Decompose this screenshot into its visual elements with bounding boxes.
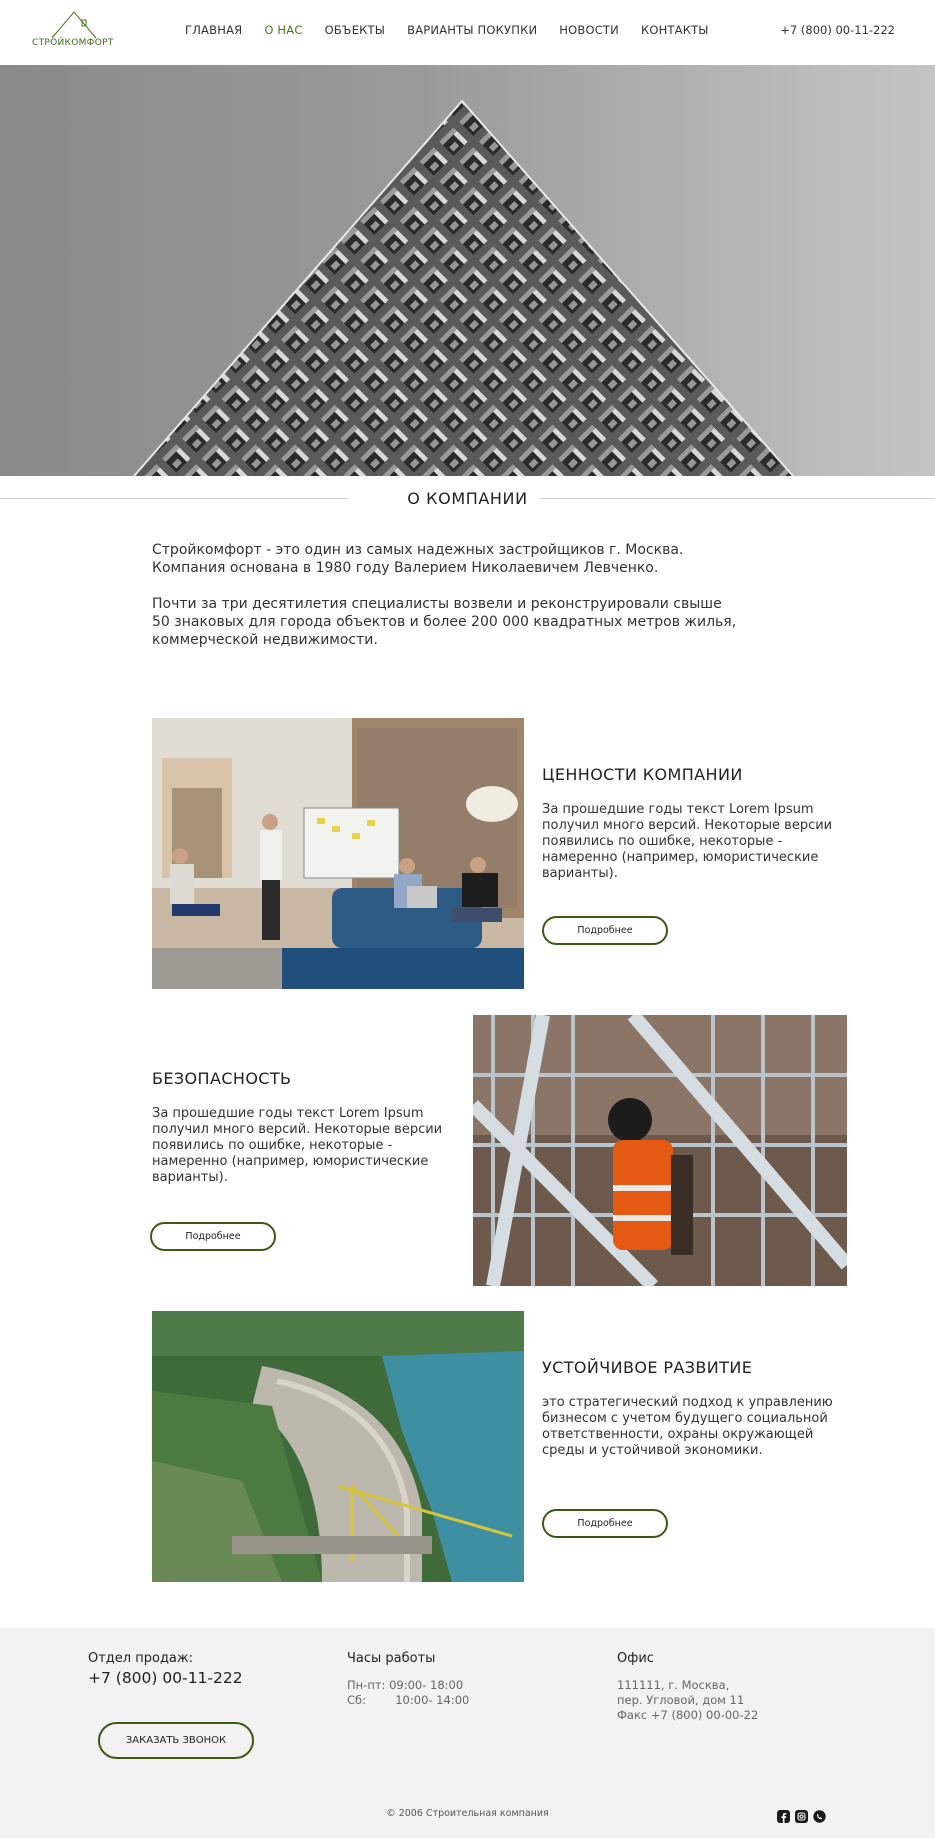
- office-meeting-image: [152, 718, 524, 989]
- feature-text-line: варианты).: [542, 866, 618, 881]
- more-button[interactable]: Подробнее: [542, 1509, 668, 1538]
- feature-text-line: появились по ошибке, некоторые -: [542, 834, 783, 849]
- office-address: [617, 1678, 758, 1723]
- feature-text-line: получил много версий. Некоторые версии: [542, 818, 833, 833]
- whatsapp-icon[interactable]: [813, 1808, 826, 1821]
- logo-text: СТРОЙКОМФОРТ: [32, 38, 114, 48]
- logo-roof-icon: [50, 10, 98, 40]
- about-line: Компания основана в 1980 году Валерием Николаевичем Левченко.: [152, 560, 659, 576]
- about-line: 50 знаковых для города объектов и более 200 000 квадратных метров жилья,: [152, 614, 737, 630]
- feature-text-line: появились по ошибке, некоторые -: [152, 1138, 393, 1153]
- feature-text-line: намеренно (например, юмористические: [152, 1154, 429, 1169]
- nav-about[interactable]: О НАС: [264, 23, 303, 37]
- feature-text-line: среды и устойчивой экономики.: [542, 1443, 763, 1458]
- about-line: Стройкомфорт - это один из самых надежных застройщиков г. Москва.: [152, 542, 684, 558]
- site-header: [0, 0, 935, 65]
- nav-contacts[interactable]: КОНТАКТЫ: [640, 23, 709, 37]
- feature-text-line: За прошедшие годы текст Lorem Ipsum: [152, 1106, 424, 1121]
- sales-label: Отдел продаж:: [88, 1651, 193, 1666]
- nav-home[interactable]: ГЛАВНАЯ: [185, 23, 243, 37]
- feature-text-line: это стратегический подход к управлению: [542, 1395, 833, 1410]
- scaffolding-worker-image: [473, 1015, 847, 1286]
- hours-title: Часы работы: [347, 1651, 436, 1666]
- main-nav: [185, 23, 731, 37]
- social-links: [777, 1808, 826, 1821]
- facebook-icon[interactable]: [777, 1808, 790, 1821]
- pyramid-building-image: [0, 65, 935, 476]
- about-line: коммерческой недвижимости.: [152, 632, 378, 648]
- office-line: 111111, г. Москва,: [617, 1678, 730, 1692]
- logo[interactable]: [32, 10, 112, 52]
- header-phone[interactable]: +7 (800) 00-11-222: [780, 23, 895, 37]
- feature-text-line: намеренно (например, юмористические: [542, 850, 819, 865]
- nav-purchase-options[interactable]: ВАРИАНТЫ ПОКУПКИ: [407, 23, 538, 37]
- more-button[interactable]: Подробнее: [542, 916, 668, 945]
- instagram-icon[interactable]: [795, 1808, 808, 1821]
- callback-button[interactable]: ЗАКАЗАТЬ ЗВОНОК: [98, 1722, 254, 1759]
- sales-phone[interactable]: +7 (800) 00-11-222: [88, 1669, 243, 1687]
- feature-title: ЦЕННОСТИ КОМПАНИИ: [542, 765, 743, 784]
- hero-image: [0, 65, 935, 476]
- office-fax: Факс +7 (800) 00-00-22: [617, 1708, 759, 1722]
- hours-weekdays: Пн-пт: 09:00- 18:00: [347, 1678, 464, 1692]
- feature-title: УСТОЙЧИВОЕ РАЗВИТИЕ: [542, 1358, 753, 1377]
- about-line: Почти за три десятилетия специалисты возвели и реконструировали свыше: [152, 596, 722, 612]
- feature-text-line: бизнесом с учетом будущего социальной: [542, 1411, 828, 1426]
- copyright: © 2006 Строительная компания: [386, 1808, 549, 1819]
- working-hours: [347, 1678, 469, 1708]
- nav-news[interactable]: НОВОСТИ: [559, 23, 619, 37]
- feature-text: [152, 1106, 472, 1186]
- hours-saturday: Сб: 10:00- 14:00: [347, 1693, 470, 1707]
- feature-text-line: варианты).: [152, 1170, 228, 1185]
- about-text: [152, 541, 772, 649]
- feature-text: [542, 1395, 862, 1459]
- nav-objects[interactable]: ОБЪЕКТЫ: [324, 23, 386, 37]
- office-line: пер. Угловой, дом 11: [617, 1693, 745, 1707]
- section-title: О КОМПАНИИ: [407, 489, 528, 508]
- more-button[interactable]: Подробнее: [150, 1222, 276, 1251]
- feature-text: [542, 802, 862, 882]
- feature-title: БЕЗОПАСНОСТЬ: [152, 1069, 292, 1088]
- office-title: Офис: [617, 1651, 654, 1666]
- feature-text-line: ответственности, охраны окружающей: [542, 1427, 814, 1442]
- feature-text-line: получил много версий. Некоторые версии: [152, 1122, 443, 1137]
- dam-construction-image: [152, 1311, 524, 1582]
- feature-text-line: За прошедшие годы текст Lorem Ipsum: [542, 802, 814, 817]
